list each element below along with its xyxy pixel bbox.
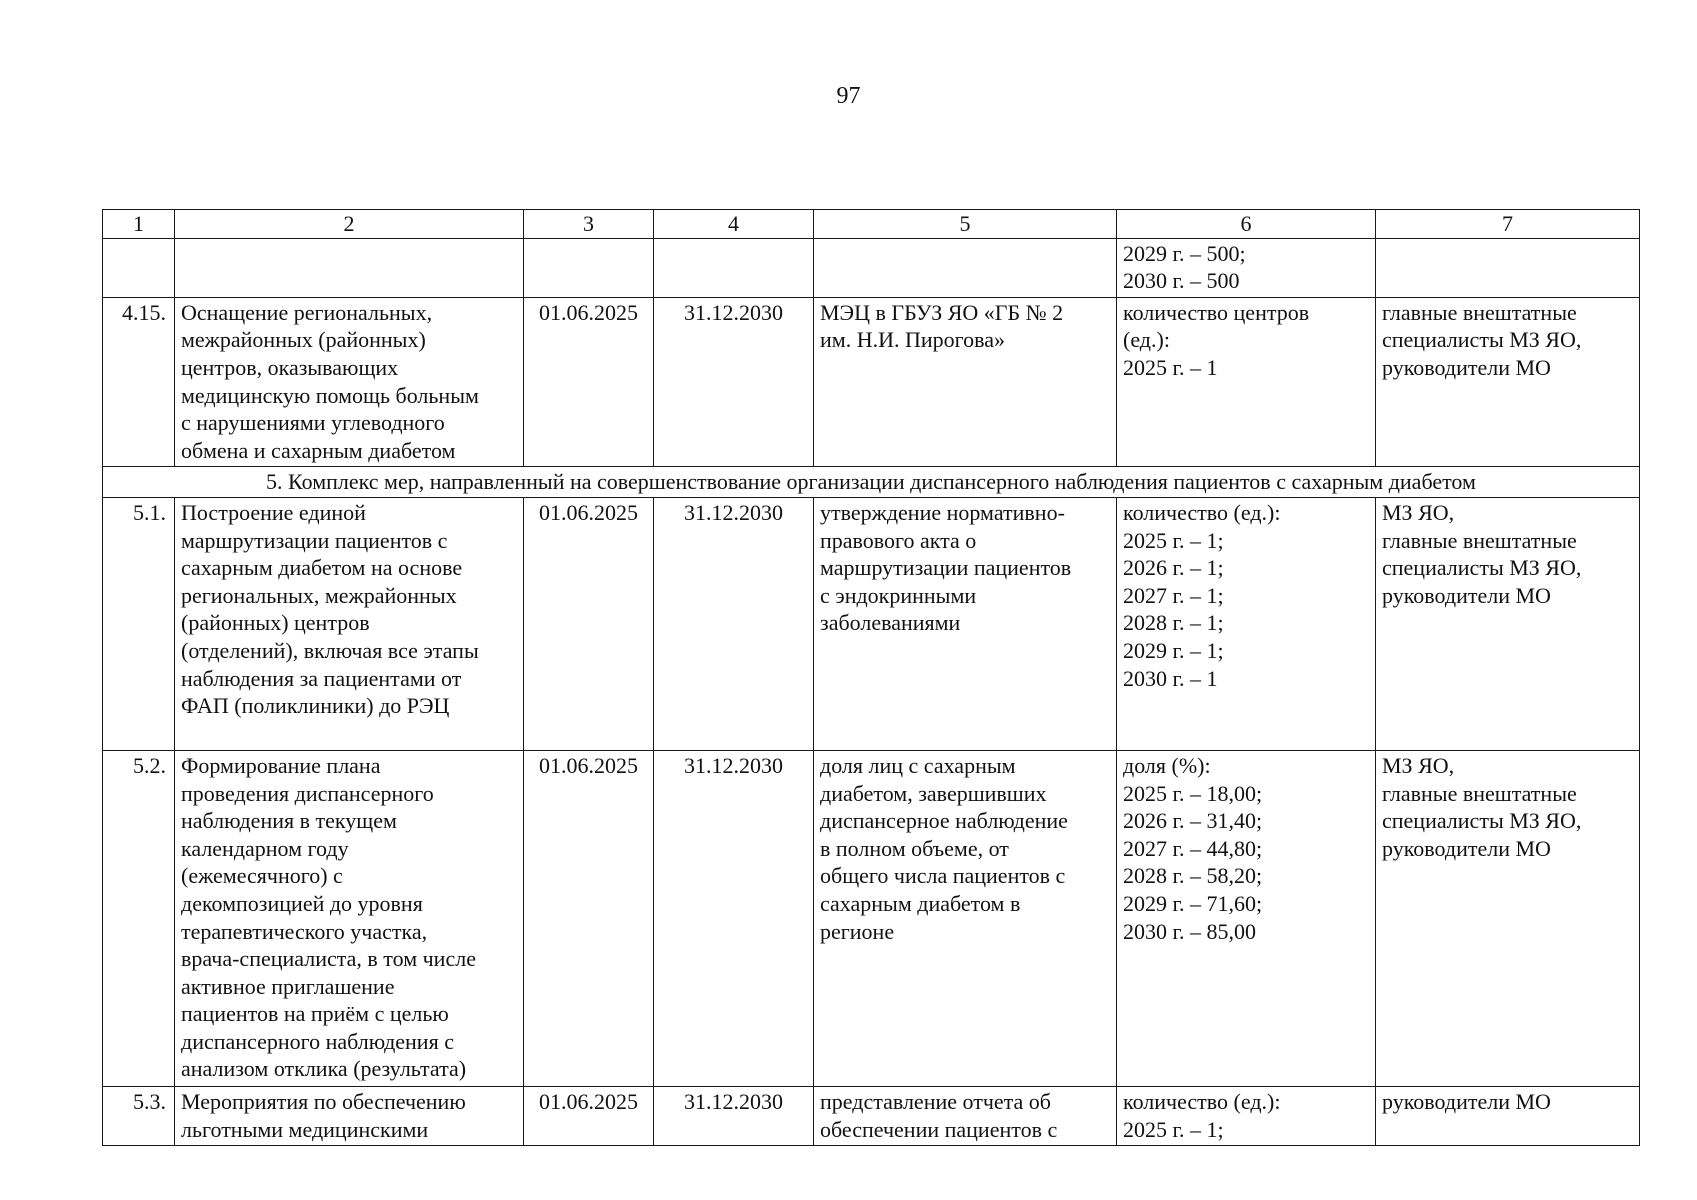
indicator-line: количество (ед.):: [1123, 1088, 1281, 1114]
start-date-cell: 01.06.2025: [524, 750, 654, 1086]
end-date-cell: 31.12.2030: [654, 1086, 814, 1145]
num-cell: [103, 238, 175, 297]
responsible-line: руководители МО: [1382, 354, 1551, 380]
name-line: ФАП (поликлиники) до РЭЦ: [181, 693, 450, 719]
indicator-line: 2027 г. – 1;: [1123, 582, 1224, 608]
start-date-cell: 01.06.2025: [524, 297, 654, 467]
num-cell: 4.15.: [103, 297, 175, 467]
responsible-line: главные внештатные: [1382, 780, 1577, 806]
result-line: с эндокринными: [820, 582, 977, 608]
section-row: [103, 467, 1640, 498]
name-line: маршрутизации пациентов с: [181, 527, 448, 553]
name-cell: [175, 497, 524, 750]
indicator-cell: [1117, 297, 1376, 467]
result-line: утверждение нормативно-: [820, 499, 1065, 525]
start-date-cell: [524, 238, 654, 297]
end-date-cell: 31.12.2030: [654, 297, 814, 467]
result-cell: [814, 1086, 1117, 1145]
indicator-line: 2030 г. – 1: [1123, 665, 1218, 691]
result-line: регионе: [820, 918, 895, 944]
header-cell: 2: [175, 210, 524, 239]
indicator-cell: [1117, 497, 1376, 750]
start-date-cell: 01.06.2025: [524, 497, 654, 750]
name-line: (ежемесячного) с: [181, 863, 343, 889]
result-cell: [814, 497, 1117, 750]
name-line: диспансерного наблюдения с: [181, 1028, 454, 1054]
responsible-cell: [1376, 750, 1640, 1086]
result-line: заболеваниями: [820, 610, 961, 636]
result-cell: [814, 297, 1117, 467]
header-cell: 3: [524, 210, 654, 239]
result-line: обеспечении пациентов с: [820, 1116, 1058, 1142]
name-line: наблюдения за пациентами от: [181, 665, 462, 691]
end-date-cell: 31.12.2030: [654, 750, 814, 1086]
responsible-line: специалисты МЗ ЯО,: [1382, 808, 1582, 834]
responsible-line: специалисты МЗ ЯО,: [1382, 555, 1582, 581]
indicator-line: 2025 г. – 18,00;: [1123, 780, 1263, 806]
name-line: с нарушениями углеводного: [181, 410, 445, 436]
result-line: общего числа пациентов с: [820, 863, 1066, 889]
responsible-line: главные внештатные: [1382, 299, 1577, 325]
indicator-line: 2025 г. – 1;: [1123, 1116, 1224, 1142]
table-row-5-1: [103, 497, 1640, 750]
indicator-cell: [1117, 238, 1376, 297]
num-cell: 5.3.: [103, 1086, 175, 1145]
result-line: маршрутизации пациентов: [820, 555, 1072, 581]
indicator-cell: [1117, 1086, 1376, 1145]
name-line: терапевтического участка,: [181, 918, 428, 944]
name-line: Мероприятия по обеспечению: [181, 1088, 466, 1114]
name-line: проведения диспансерного: [181, 780, 434, 806]
header-cell: 4: [654, 210, 814, 239]
result-line: им. Н.И. Пирогова»: [820, 327, 1005, 353]
start-date-cell: 01.06.2025: [524, 1086, 654, 1145]
indicator-line: 2028 г. – 1;: [1123, 610, 1224, 636]
indicator-line: 2027 г. – 44,80;: [1123, 835, 1263, 861]
name-line: активное приглашение: [181, 973, 395, 999]
responsible-line: руководители МО: [1382, 1088, 1551, 1114]
name-line: центров, оказывающих: [181, 354, 399, 380]
header-cell: 5: [814, 210, 1117, 239]
indicator-line: 2029 г. – 500;: [1123, 240, 1246, 266]
result-cell: [814, 750, 1117, 1086]
indicator-line: 2029 г. – 71,60;: [1123, 890, 1263, 916]
name-line: пациентов на приём с целью: [181, 1001, 449, 1027]
name-cell: [175, 238, 524, 297]
num-cell: 5.1.: [103, 497, 175, 750]
responsible-line: главные внештатные: [1382, 527, 1577, 553]
indicator-cell: [1117, 750, 1376, 1086]
name-line: медицинскую помощь больным: [181, 382, 479, 408]
name-cell: [175, 1086, 524, 1145]
indicator-line: количество центров: [1123, 299, 1310, 325]
indicator-line: 2025 г. – 1: [1123, 354, 1218, 380]
result-line: сахарным диабетом в: [820, 890, 1021, 916]
responsible-line: специалисты МЗ ЯО,: [1382, 327, 1582, 353]
responsible-cell: [1376, 497, 1640, 750]
result-cell: [814, 238, 1117, 297]
result-line: правового акта о: [820, 527, 977, 553]
name-line: обмена и сахарным диабетом: [181, 437, 456, 463]
result-line: диабетом, завершивших: [820, 780, 1047, 806]
name-line: наблюдения в текущем: [181, 808, 397, 834]
indicator-line: 2028 г. – 58,20;: [1123, 863, 1263, 889]
result-line: доля лиц с сахарным: [820, 752, 1016, 778]
name-line: (районных) центров: [181, 610, 370, 636]
indicator-line: доля (%):: [1123, 752, 1211, 778]
indicator-line: (ед.):: [1123, 327, 1170, 353]
result-line: диспансерное наблюдение: [820, 808, 1068, 834]
table-row-5-3: [103, 1086, 1640, 1145]
name-line: Формирование плана: [181, 752, 381, 778]
indicator-line: 2025 г. – 1;: [1123, 527, 1224, 553]
name-cell: [175, 297, 524, 467]
name-line: сахарным диабетом на основе: [181, 555, 463, 581]
num-cell: 5.2.: [103, 750, 175, 1086]
indicator-line: 2026 г. – 1;: [1123, 555, 1224, 581]
header-cell: 7: [1376, 210, 1640, 239]
table-row-5-2: [103, 750, 1640, 1086]
section-title: 5. Комплекс мер, направленный на совершенствование организации диспансерного наблюдения пациентов с сахарным диабетом: [103, 467, 1640, 498]
name-line: врача-специалиста, в том числе: [181, 946, 476, 972]
name-cell: [175, 750, 524, 1086]
responsible-cell: [1376, 297, 1640, 467]
name-line: Построение единой: [181, 499, 366, 525]
responsible-line: руководители МО: [1382, 582, 1551, 608]
indicator-line: 2026 г. – 31,40;: [1123, 808, 1263, 834]
continuation-row: [103, 238, 1640, 297]
table-row-4-15: [103, 297, 1640, 467]
name-line: календарном году: [181, 835, 349, 861]
indicator-line: 2030 г. – 85,00: [1123, 918, 1257, 944]
result-line: МЭЦ в ГБУЗ ЯО «ГБ № 2: [820, 299, 1064, 325]
indicator-line: количество (ед.):: [1123, 499, 1281, 525]
name-line: межрайонных (районных): [181, 327, 426, 353]
name-line: Оснащение региональных,: [181, 299, 433, 325]
responsible-cell: [1376, 1086, 1640, 1145]
header-cell: 1: [103, 210, 175, 239]
end-date-cell: [654, 238, 814, 297]
measures-table: [102, 209, 1640, 1146]
header-cell: 6: [1117, 210, 1376, 239]
name-line: декомпозицией до уровня: [181, 890, 423, 916]
name-line: анализом отклика (результата): [181, 1056, 467, 1082]
responsible-line: руководители МО: [1382, 835, 1551, 861]
name-line: льготными медицинскими: [181, 1116, 429, 1142]
name-line: (отделений), включая все этапы: [181, 637, 479, 663]
name-line: региональных, межрайонных: [181, 582, 457, 608]
responsible-line: МЗ ЯО,: [1382, 752, 1455, 778]
responsible-cell: [1376, 238, 1640, 297]
responsible-line: МЗ ЯО,: [1382, 499, 1455, 525]
page-number: 97: [836, 83, 861, 109]
end-date-cell: 31.12.2030: [654, 497, 814, 750]
result-line: в полном объеме, от: [820, 835, 1009, 861]
result-line: представление отчета об: [820, 1088, 1051, 1114]
indicator-line: 2030 г. – 500: [1123, 268, 1240, 294]
header-row: [103, 210, 1640, 239]
indicator-line: 2029 г. – 1;: [1123, 637, 1224, 663]
